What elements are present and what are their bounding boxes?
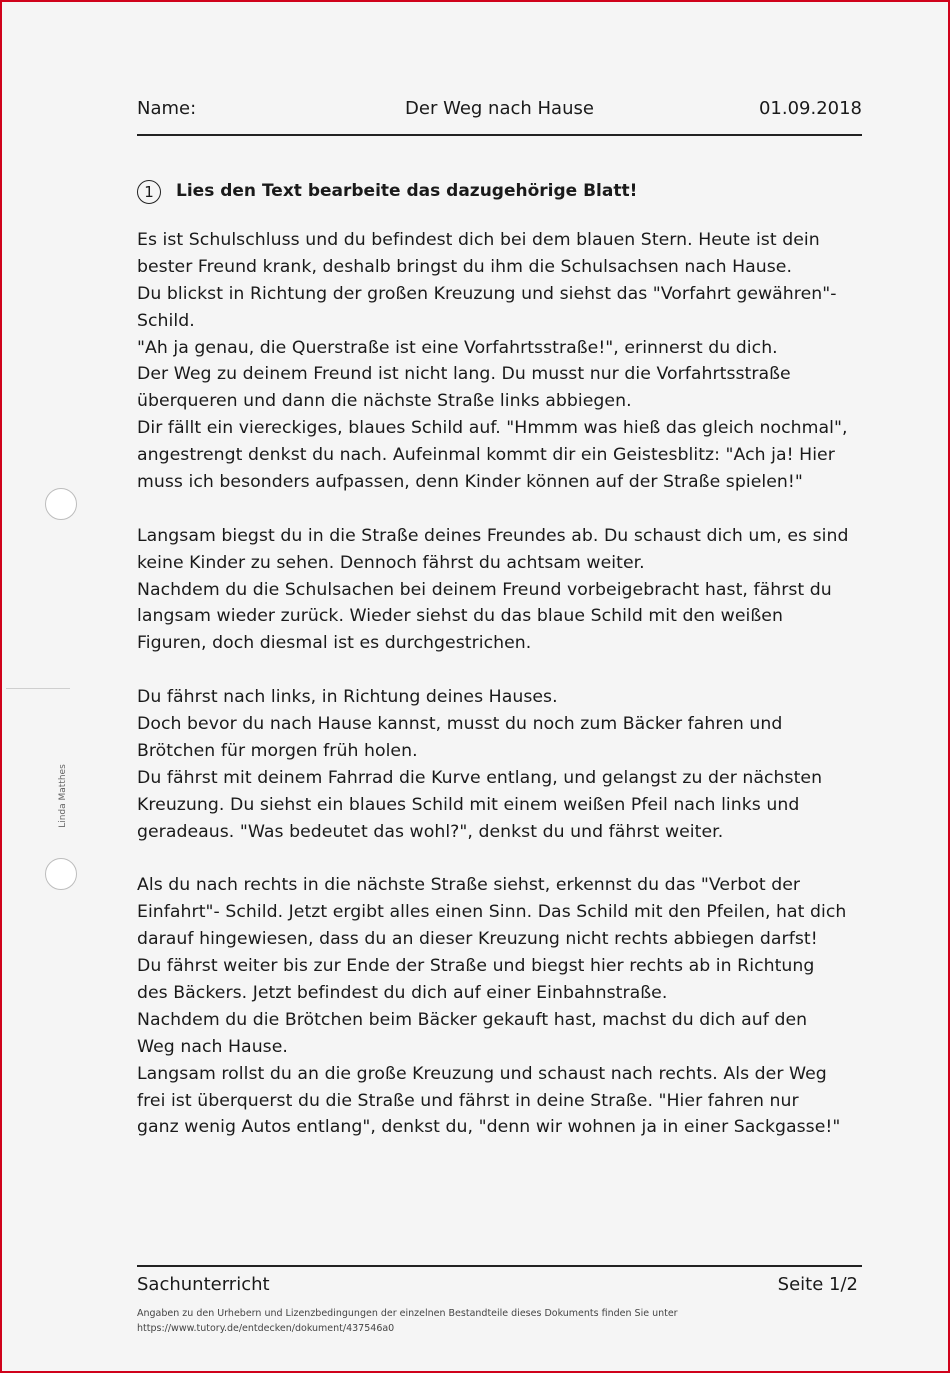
text-line: Du blickst in Richtung der großen Kreuzung und siehst das "Vorfahrt gewähren"- — [137, 283, 837, 304]
text-line: Als du nach rechts in die nächste Straße siehst, erkennst du das "Verbot der — [137, 875, 801, 896]
punch-hole-top — [45, 488, 77, 520]
text-line: angestrengt denkst du nach. Aufeinmal kommt dir ein Geistesblitz: "Ach ja! Hier — [137, 445, 835, 466]
page-number: Seite 1/2 — [777, 1274, 858, 1295]
page-header — [137, 96, 862, 136]
text-line: des Bäckers. Jetzt befindest du dich auf einer Einbahnstraße. — [137, 982, 668, 1003]
document-title: Der Weg nach Hause — [405, 98, 594, 119]
license-note — [137, 1306, 678, 1336]
text-line: Du fährst weiter bis zur Ende der Straße und biegst hier rechts ab in Richtung — [137, 956, 815, 977]
text-line: Langsam biegst du in die Straße deines Freundes ab. Du schaust dich um, es sind — [137, 525, 849, 546]
text-line: Du fährst nach links, in Richtung deines Hauses. — [137, 687, 558, 708]
story-text — [137, 227, 872, 1141]
text-line: ganz wenig Autos entlang", denkst du, "denn wir wohnen ja in einer Sackgasse!" — [137, 1117, 841, 1138]
text-line: muss ich besonders aufpassen, denn Kinder können auf der Straße spielen!" — [137, 472, 803, 493]
text-line: Schild. — [137, 310, 195, 331]
text-line: Figuren, doch diesmal ist es durchgestrichen. — [137, 633, 532, 654]
paragraph-gap — [137, 496, 872, 523]
paragraph-2 — [137, 523, 872, 657]
text-line: frei ist überquerst du die Straße und fährst in deine Straße. "Hier fahren nur — [137, 1090, 799, 1111]
license-note-line: Angaben zu den Urhebern und Lizenzbedingungen der einzelnen Bestandteile dieses Dokuments finden Sie unter — [137, 1308, 678, 1319]
text-line: Brötchen für morgen früh holen. — [137, 740, 418, 761]
text-line: Dir fällt ein viereckiges, blaues Schild auf. "Hmmm was hieß das gleich nochmal", — [137, 418, 848, 439]
text-line: Einfahrt"- Schild. Jetzt ergibt alles einen Sinn. Das Schild mit den Pfeilen, hat dich — [137, 902, 847, 923]
paragraph-3 — [137, 684, 872, 845]
task-heading — [137, 180, 862, 208]
task-instruction: Lies den Text bearbeite das dazugehörige Blatt! — [176, 181, 638, 201]
paragraph-gap — [137, 845, 872, 872]
text-line: Nachdem du die Brötchen beim Bäcker gekauft hast, machst du dich auf den — [137, 1009, 808, 1030]
paragraph-gap — [137, 657, 872, 684]
name-label: Name: — [137, 98, 197, 119]
author-credit: Linda Matthes — [58, 764, 68, 828]
paragraph-1 — [137, 227, 872, 496]
text-line: Doch bevor du nach Hause kannst, musst du noch zum Bäcker fahren und — [137, 714, 783, 735]
text-line: geradeaus. "Was bedeutet das wohl?", denkst du und fährst weiter. — [137, 821, 724, 842]
footer-subject: Sachunterricht — [137, 1274, 270, 1295]
text-line: Der Weg zu deinem Freund ist nicht lang. Du musst nur die Vorfahrtsstraße — [137, 364, 791, 385]
text-line: Du fährst mit deinem Fahrrad die Kurve entlang, und gelangst zu der nächsten — [137, 767, 823, 788]
paragraph-4 — [137, 872, 872, 1141]
text-line: überqueren und dann die nächste Straße links abbiegen. — [137, 391, 632, 412]
text-line: Kreuzung. Du siehst ein blaues Schild mit einem weißen Pfeil nach links und — [137, 794, 800, 815]
fold-mark — [6, 688, 70, 689]
footer-divider — [137, 1265, 862, 1267]
text-line: langsam wieder zurück. Wieder siehst du das blaue Schild mit den weißen — [137, 606, 783, 627]
document-date: 01.09.2018 — [758, 98, 862, 119]
text-line: "Ah ja genau, die Querstraße ist eine Vorfahrtsstraße!", erinnerst du dich. — [137, 337, 778, 358]
text-line: Weg nach Hause. — [137, 1036, 288, 1057]
text-line: Es ist Schulschluss und du befindest dich bei dem blauen Stern. Heute ist dein — [137, 230, 820, 250]
text-line: darauf hingewiesen, dass du an dieser Kreuzung nicht rechts abbiegen darfst! — [137, 929, 818, 950]
text-line: keine Kinder zu sehen. Dennoch fährst du achtsam weiter. — [137, 552, 645, 573]
task-number-badge: 1 — [137, 180, 161, 204]
text-line: bester Freund krank, deshalb bringst du ihm die Schulsachsen nach Hause. — [137, 256, 793, 277]
text-line: Langsam rollst du an die große Kreuzung und schaust nach rechts. Als der Weg — [137, 1063, 827, 1084]
text-line: Nachdem du die Schulsachen bei deinem Freund vorbeigebracht hast, fährst du — [137, 579, 832, 600]
license-url[interactable]: https://www.tutory.de/entdecken/dokument/437546a0 — [137, 1323, 395, 1334]
punch-hole-bottom — [45, 858, 77, 890]
